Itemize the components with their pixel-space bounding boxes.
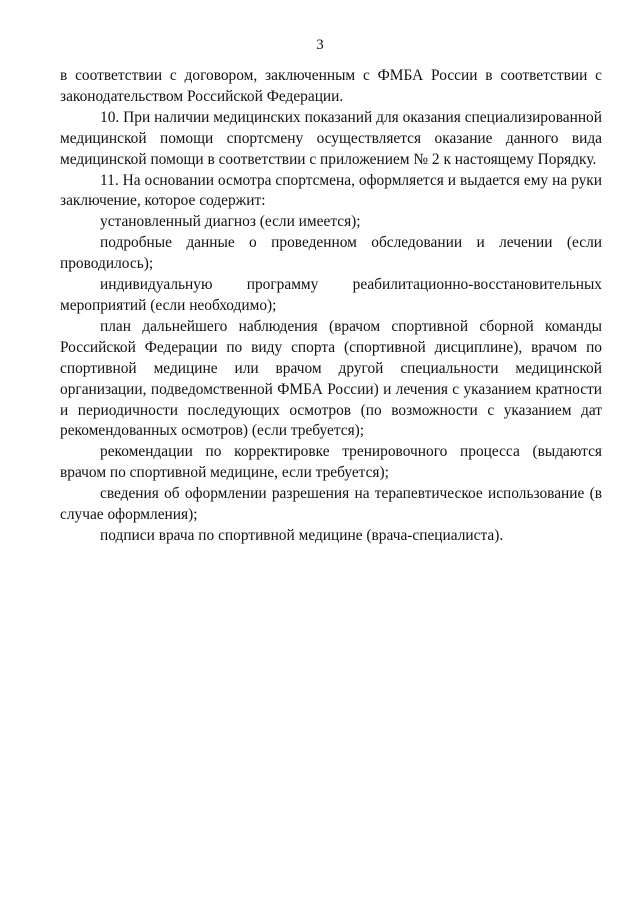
page-number: 3 — [316, 37, 324, 53]
list-item-training-recommendations: рекомендации по корректировке тренировочного процесса (выдаются врачом по спортивной медицине, если требуется); — [60, 443, 602, 482]
list-item-diagnosis: установленный диагноз (если имеется); — [100, 213, 361, 231]
list-item-rehabilitation-program: индивидуальную программу реабилитационно-восстановительных мероприятий (если необходимо); — [60, 276, 602, 314]
list-item-observation-plan: план дальнейшего наблюдения (врачом спортивной сборной команды Российской Федерации по виду спорта (спортивной дисциплине), врачом по спортивной медицине или врачом другой специальности медицинской организации, подведомственной ФМБА России) и лечения с указанием кратности и периодичности последующих осмотров (по возможности с указанием дат рекомендованных осмотров) (если требуется); — [60, 317, 602, 440]
list-item-therapeutic-use-permit: сведения об оформлении разрешения на терапевтическое использование (в случае оформления); — [60, 485, 602, 524]
paragraph-continuation: в соответствии с договором, заключенным с ФМБА России в соответствии с законодательством Российской Федерации. — [60, 67, 602, 105]
paragraph-item-10: 10. При наличии медицинских показаний для оказания специализированной медицинской помощи спортсмену осуществляется оказание данного вида медицинской помощи в соответствии с приложением № 2 к настоящему Порядку. — [60, 108, 602, 168]
list-item-examination-data: подробные данные о проведенном обследовании и лечении (если проводилось); — [60, 234, 602, 273]
list-item-doctor-signatures: подписи врача по спортивной медицине (врача-специалиста). — [100, 526, 504, 544]
paragraph-item-11: 11. На основании осмотра спортсмена, оформляется и выдается ему на руки заключение, которое содержит: — [60, 171, 602, 210]
document-body — [60, 66, 602, 547]
